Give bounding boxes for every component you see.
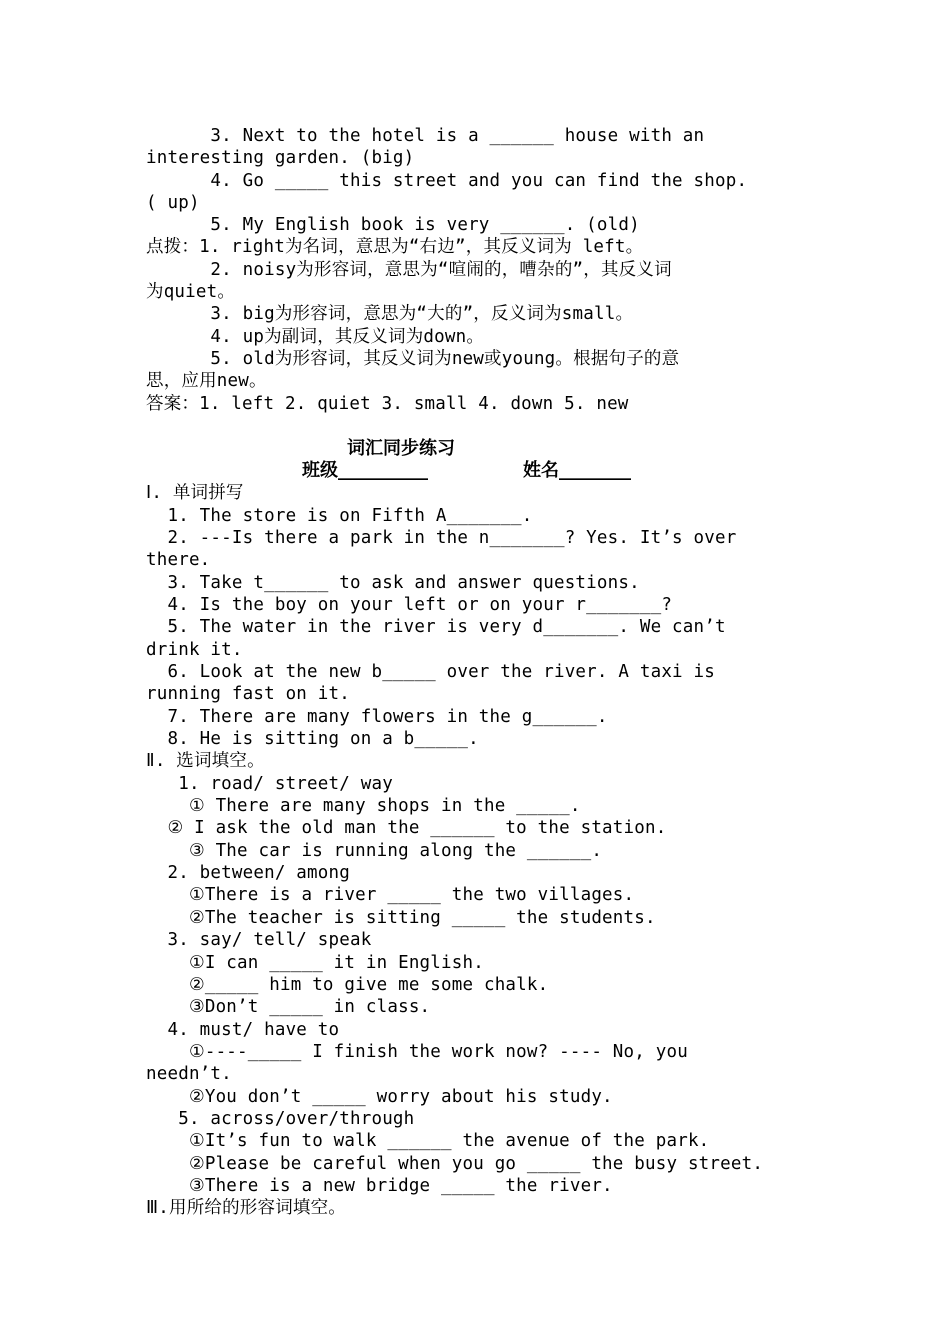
exercise-line: ② I ask the old man the ______ to the station. [146, 818, 667, 838]
text-line: 点拨：1. right为名词，意思为“右边”，其反义词为 left。 [146, 237, 644, 257]
exercise-line: 4. must/ have to [146, 1020, 340, 1040]
text-line: 2. noisy为形容词，意思为“喧闹的，嘈杂的”，其反义词 [146, 260, 672, 280]
exercise-line: ①It’s fun to walk ______ the avenue of the park. [146, 1131, 710, 1151]
exercise-line: 3. Take t______ to ask and answer questions. [146, 573, 640, 593]
exercise-line: ①----_____ I finish the work now? ---- No, you [146, 1042, 688, 1062]
section-heading: Ⅱ. 选词填空。 [146, 751, 265, 771]
section-heading: Ⅰ. 单词拼写 [146, 483, 244, 503]
exercise-line: 1. The store is on Fifth A_______. [146, 506, 533, 526]
exercise-line: ①There is a river _____ the two villages. [146, 885, 635, 905]
worksheet-title: 词汇同步练习 [347, 438, 455, 459]
exercise-line: drink it. [146, 640, 243, 660]
exercise-line: there. [146, 550, 211, 570]
exercise-line: 6. Look at the new b_____ over the river. A taxi is [146, 662, 716, 682]
answer-line: 答案：1. left 2. quiet 3. small 4. down 5. new [146, 394, 629, 414]
exercise-line: ②The teacher is sitting _____ the students. [146, 908, 656, 928]
exercise-line: ②Please be careful when you go _____ the busy street. [146, 1154, 764, 1174]
exercise-line: 2. between/ among [146, 863, 350, 883]
exercise-line: 2. ---Is there a park in the n_______? Yes. It’s over [146, 528, 737, 548]
section-heading: Ⅲ.用所给的形容词填空。 [146, 1198, 347, 1218]
text-line: 3. big为形容词，意思为“大的”，反义词为small。 [146, 304, 634, 324]
name-field: 姓名________ [523, 460, 631, 481]
exercise-line: ③There is a new bridge _____ the river. [146, 1176, 613, 1196]
exercise-line: 8. He is sitting on a b_____. [146, 729, 479, 749]
exercise-line: 7. There are many flowers in the g______. [146, 707, 608, 727]
text-line: 5. old为形容词，其反义词为new或young。根据句子的意 [146, 349, 680, 369]
text-line: 3. Next to the hotel is a ______ house with an [146, 126, 705, 146]
class-field: 班级__________ [302, 460, 428, 481]
exercise-line: ①I can _____ it in English. [146, 953, 484, 973]
exercise-line: ②_____ him to give me some chalk. [146, 975, 549, 995]
text-line: 4. up为副词，其反义词为down。 [146, 327, 485, 347]
exercise-line: 5. The water in the river is very d_______. We can’t [146, 617, 726, 637]
exercise-line: 4. Is the boy on your left or on your r_______? [146, 595, 673, 615]
exercise-line: ③Don’t _____ in class. [146, 997, 431, 1017]
exercise-line: ① There are many shops in the _____. [146, 796, 581, 816]
text-line: 5. My English book is very ______. (old) [146, 215, 640, 235]
text-line: 为quiet。 [146, 282, 236, 302]
text-line: ( up) [146, 193, 200, 213]
exercise-line: needn’t. [146, 1064, 232, 1084]
exercise-line: 1. road/ street/ way [146, 774, 393, 794]
text-line: interesting garden. (big) [146, 148, 415, 168]
exercise-line: ②You don’t _____ worry about his study. [146, 1087, 613, 1107]
text-line: 4. Go _____ this street and you can find the shop. [146, 171, 748, 191]
exercise-line: 3. say/ tell/ speak [146, 930, 372, 950]
exercise-line: running fast on it. [146, 684, 350, 704]
text-line: 思，应用new。 [146, 371, 267, 391]
exercise-line: 5. across/over/through [146, 1109, 415, 1129]
exercise-line: ③ The car is running along the ______. [146, 841, 603, 861]
